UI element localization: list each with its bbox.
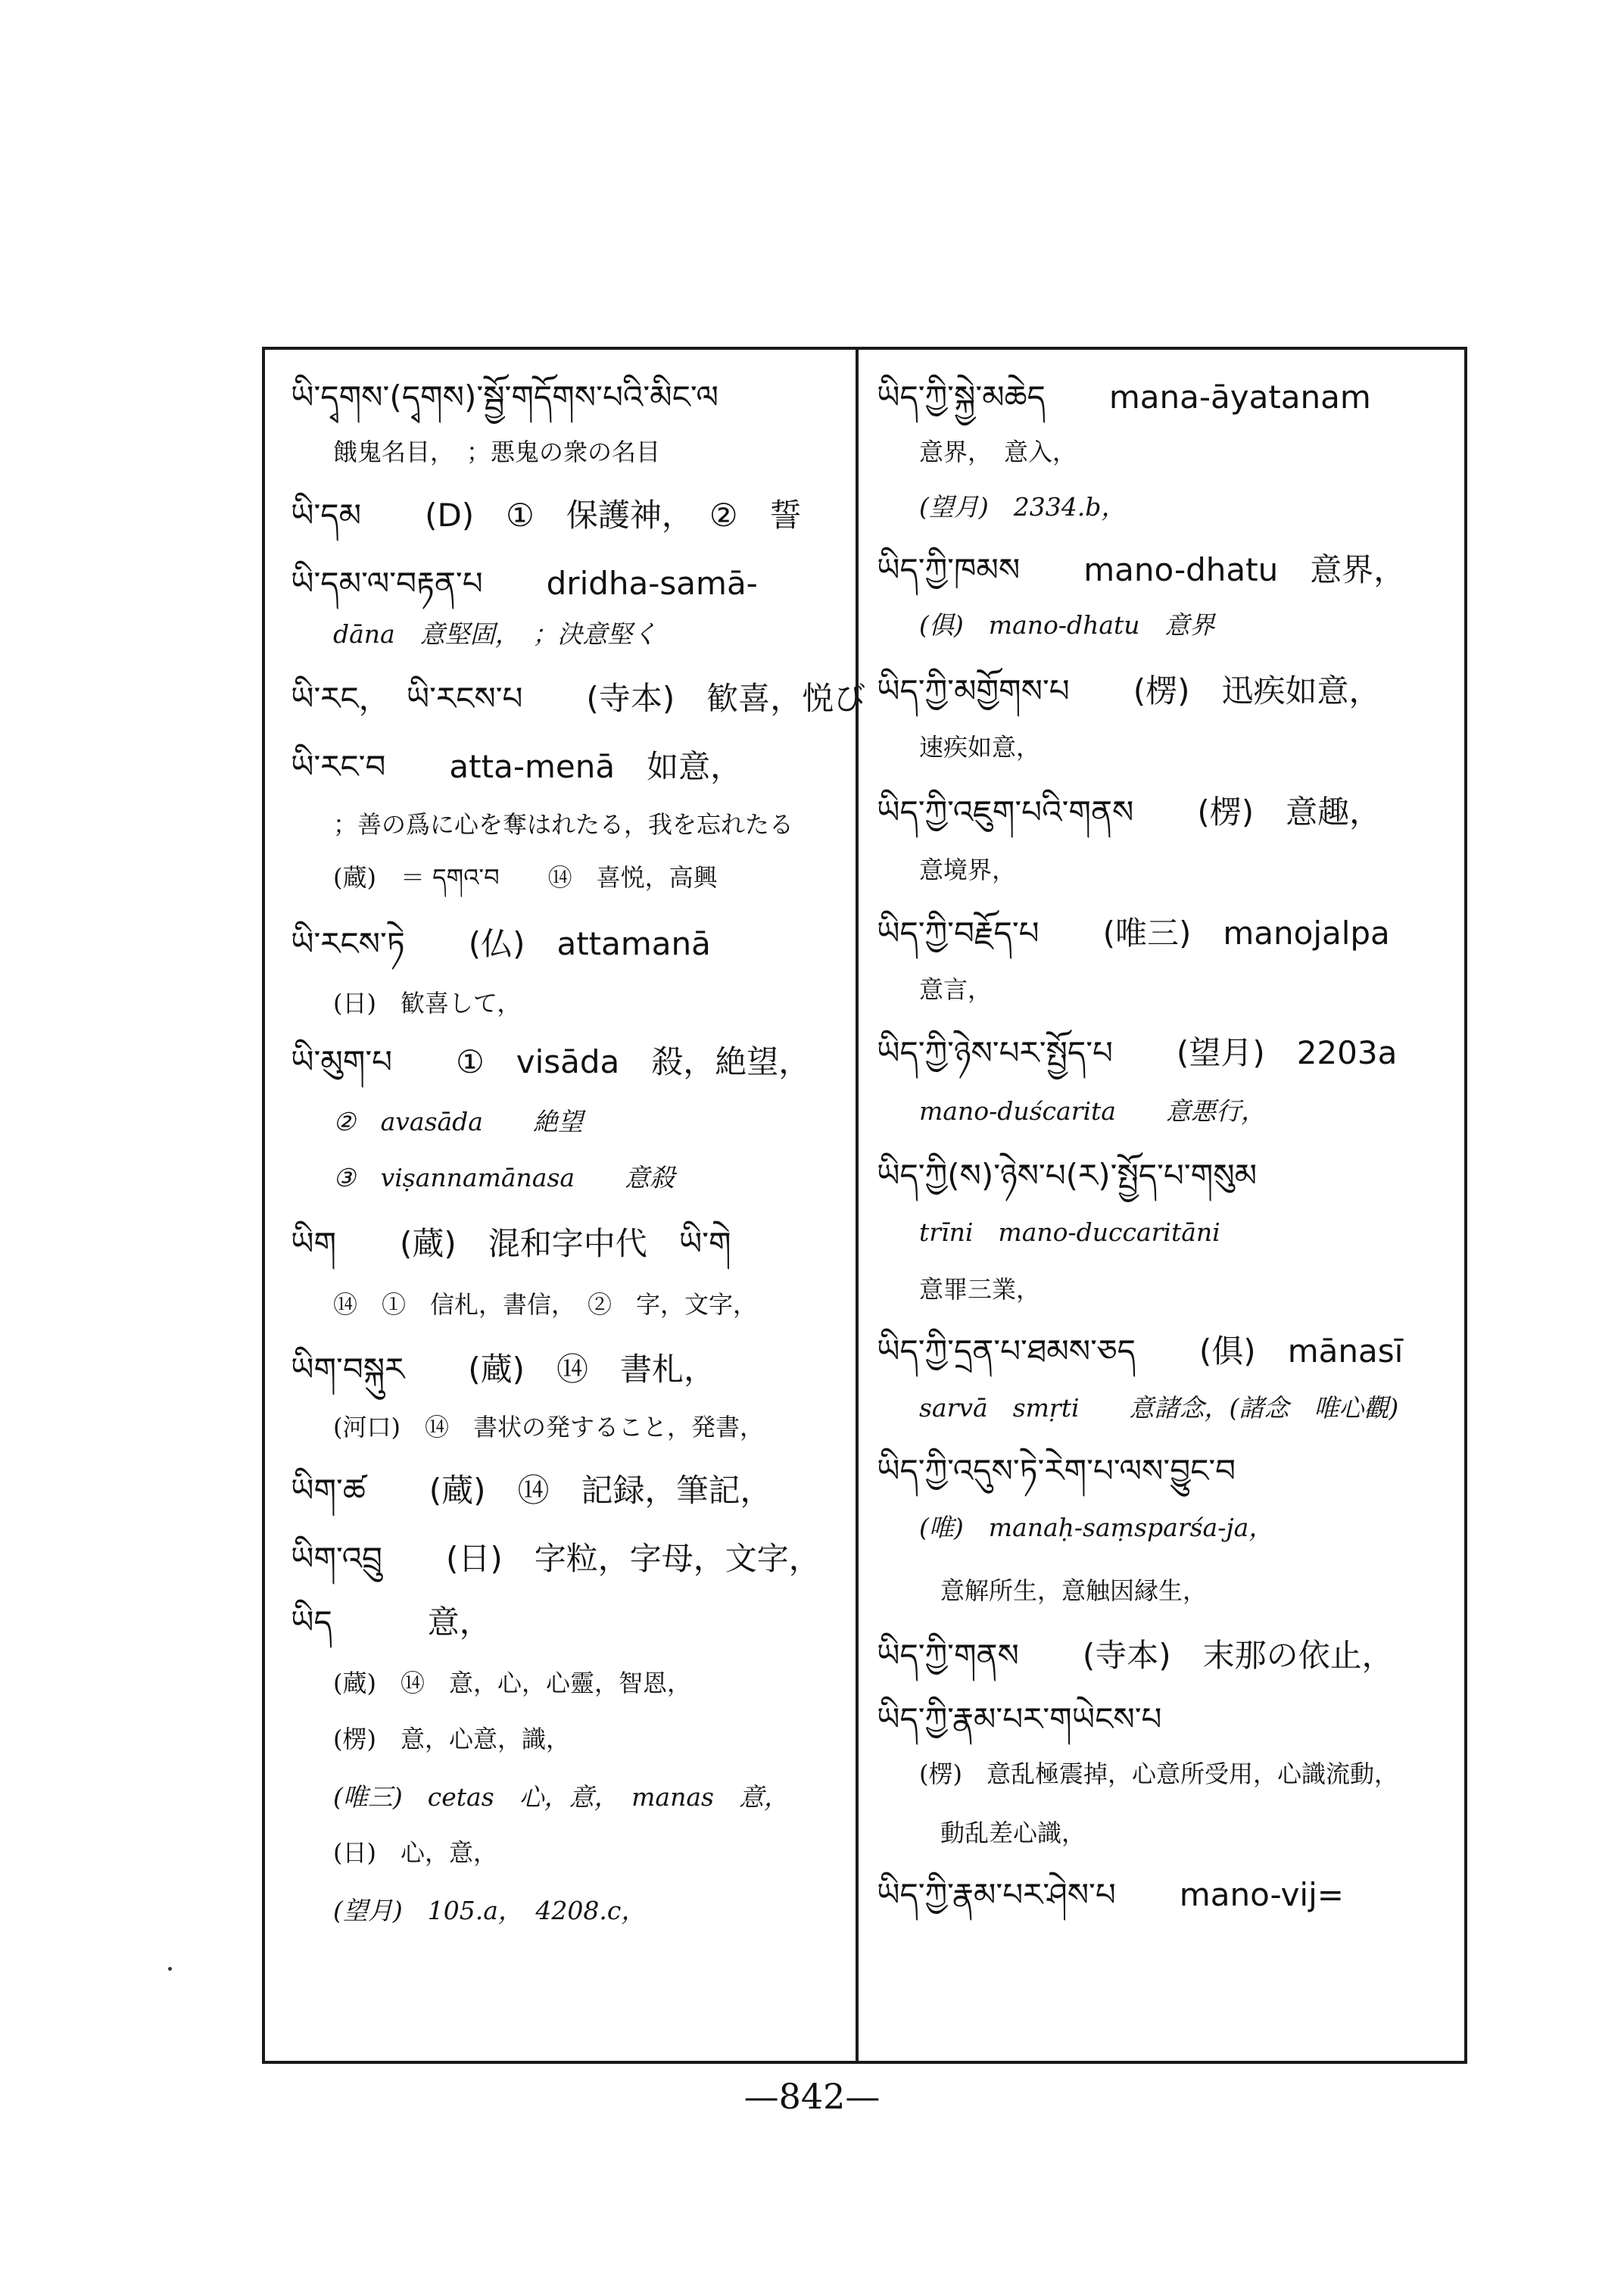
entry-line: (望月) 2334.b， [919,492,1127,522]
entry-line: ；善の爲に心を奪はれたる，我を忘れたる [333,810,794,839]
entry-line: dāna 意堅固， ；決意堅く [333,619,658,649]
entry-line: ཡིད 意， [291,1604,491,1641]
entry-line: ཡིག་འབྲུ (日) 字粒，字母，文字， [291,1540,821,1577]
entry-line: 動乱差心識， [940,1819,1086,1847]
entry-line: ཡིད་ཀྱི་རྣམ་པར་ཤེས་པ mano-vij= [877,1876,1344,1913]
entry-line: trīni mano-duccaritāni [919,1217,1220,1247]
entry-line: 意界， 意入， [919,438,1077,466]
entry-line: (俱) mano-dhatu 意界 [919,610,1215,640]
entry-line: (楞) 意乱極震掉，心意所受用，心識流動， [919,1759,1398,1788]
entry-line: (楞) 意，心意，識， [333,1725,570,1753]
entry-line: ཡི་རང་བ atta-menā 如意， [291,748,743,785]
entry-line: ཡིད་ཀྱི་རྣམ་པར་གཡེངས་པ [877,1700,1162,1738]
entry-line: sarvā smṛti 意諸念，(諸念 唯心觀) [919,1393,1399,1423]
entry-line: ཡིད་ཀྱི་བརྗོད་པ (唯三) manojalpa [877,915,1390,952]
entry-line: ⑭ ① 信札，書信， ② 字，文字， [333,1290,758,1319]
entry-line: (日) 心，意， [333,1838,497,1867]
entry-line: ཡི་དྭགས་(དྭགས)་སྦྱོ་གདོགས་པའི་མིང་ལ [291,379,719,416]
entry-line: ཡིད་ཀྱི་གནས (寺本) 末那の依止， [877,1637,1394,1674]
entry-line: ཡིད་ཀྱི་མགྱོགས་པ (楞) 迅疾如意， [877,672,1381,709]
entry-line: ཡི་རངས་ཏེ (仏) attamanā [291,925,711,962]
entry-line: 意境界， [919,856,1017,884]
entry-line: ཡིད་ཀྱི་སྐྱེ་མཆེད mana-āyatanam [877,379,1371,416]
entry-line: ཡིད་ཀྱི་དྲན་པ་ཐམས་ཅད (俱) mānasī [877,1332,1404,1370]
entry-line: ཡི་མུག་པ ① visāda 殺，絶望， [291,1043,811,1080]
entry-line: 速疾如意， [919,733,1041,762]
entry-line: ② avasāda 絶望 [333,1107,583,1136]
entry-line: ཡི་དམ་ལ་བརྟན་པ dridha-samā- [291,565,758,602]
entry-line: (河口) ⑭ 書状の発すること，発書， [333,1413,764,1442]
scan-speck [168,1967,172,1971]
entry-line: ཡིག (蔵) 混和字中代 ཡི་གེ [291,1225,731,1262]
entry-line: (蔵) ⑭ 意，心，心靈，智恩， [333,1669,691,1697]
entry-line: (唯三) cetas 心，意， manas 意， [333,1782,789,1812]
entry-line: ③ viṣannamānasa 意殺 [333,1163,675,1192]
entry-line: (蔵) ＝ དགའ་བ ⑭ 喜悦，高興 [333,863,718,892]
entry-line: ཡིག་ཚ (蔵) ⑭ 記録，筆記， [291,1472,772,1509]
entry-line: ཡིད་ཀྱི་ཁམས mano-dhatu 意界， [877,551,1406,588]
entry-line: 餓鬼名目， ；悪鬼の衆の名目 [333,438,661,466]
entry-line: ཡིག་བསྐུར (蔵) ⑭ 書札， [291,1351,716,1388]
entry-line: ཡིད་ཀྱི་ཉེས་པར་སྤྱོད་པ (望月) 2203a [877,1034,1398,1071]
entry-line: (日) 歓喜して， [333,989,522,1018]
entry-line: ཡིད་ཀྱི(ས)་ཉེས་པ(ར)་སྤྱོད་པ་གསུམ [877,1157,1258,1194]
entry-line: ཡིད་ཀྱི་འདུས་ཏེ་རེག་པ་ལས་བྱུང་བ [877,1452,1236,1489]
column-divider [856,347,859,2064]
entry-line: (望月) 105.a， 4208.c， [333,1896,647,1925]
entry-line: 意言， [919,975,993,1004]
page-number: —842— [743,2076,881,2117]
entry-line: mano-duścarita 意悪行， [919,1096,1266,1126]
entry-line: ཡིད་ཀྱི་འཇུག་པའི་གནས (楞) 意趣， [877,793,1382,831]
entry-line: 意解所生，意触因縁生， [940,1576,1208,1605]
entry-line: (唯) manaḥ-saṃsparśa-ja， [919,1513,1274,1542]
entry-line: ཡི་དམ (D) ① 保護神， ② 誓 [291,497,802,534]
entry-line: ཡི་རང， ཡི་རངས་པ (寺本) 歓喜，悦び [291,680,866,717]
entry-line: 意罪三業， [919,1275,1041,1304]
